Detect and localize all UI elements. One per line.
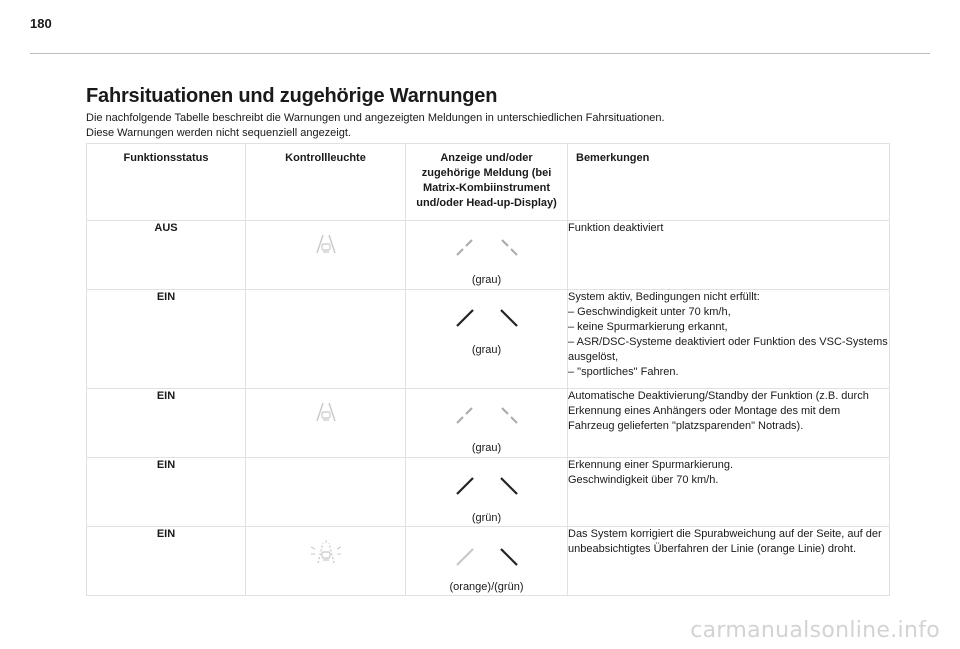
table-header-row [87, 144, 890, 221]
lamp-cell [246, 527, 406, 596]
remarks-text: Funktion deaktiviert [568, 222, 664, 234]
header-status: Funktionsstatus [87, 144, 246, 221]
status-cell: EIN [87, 458, 246, 527]
header-divider [30, 53, 930, 54]
list-item: System aktiv, Bedingungen nicht erfüllt: [568, 291, 760, 303]
display-caption: (grün) [471, 512, 502, 524]
remarks-text: Das System korrigiert die Spurabweichung auf der Seite, auf der unbeabsichtigtes Überfahren der Linie (orange Linie) droht. [568, 528, 882, 555]
section-intro [86, 111, 886, 141]
status-cell: AUS [87, 221, 246, 290]
lane-assist-warning-icon [314, 401, 338, 423]
warnings-table [86, 143, 890, 596]
display-caption: (orange)/(grün) [449, 581, 524, 593]
table-row [87, 221, 890, 290]
list-item: – ASR/DSC-Systeme deaktiviert oder Funktion des VSC-Systems ausgelöst, [568, 336, 888, 363]
remarks-cell [568, 527, 890, 596]
list-item: – "sportliches" Fahren. [568, 366, 679, 378]
remarks-text: Erkennung einer Spurmarkierung. [568, 459, 734, 471]
header-lamp: Kontrollleuchte [246, 144, 406, 221]
lane-markings-solid-icon [455, 306, 519, 328]
lamp-cell [246, 221, 406, 290]
remarks-cell [568, 458, 890, 527]
lamp-cell [246, 389, 406, 458]
page-number: 180 [30, 16, 52, 31]
lamp-cell [246, 290, 406, 389]
display-cell [406, 290, 568, 389]
header-remarks: Bemerkungen [568, 144, 890, 221]
remarks-cell [568, 221, 890, 290]
display-caption: (grau) [471, 274, 502, 286]
display-caption: (grau) [471, 442, 502, 454]
table-row [87, 389, 890, 458]
display-cell [406, 458, 568, 527]
lane-markings-solid-icon [455, 474, 519, 496]
display-caption: (grau) [471, 344, 502, 356]
list-item: – keine Spurmarkierung erkannt, [568, 321, 728, 333]
intro-line-1: Die nachfolgende Tabelle beschreibt die Warnungen und angezeigten Meldungen in unterschiedlichen Fahrsituationen. [86, 112, 665, 124]
list-item: – Geschwindigkeit unter 70 km/h, [568, 306, 731, 318]
lane-markings-mixed-icon [455, 545, 519, 567]
table-row [87, 458, 890, 527]
display-cell [406, 221, 568, 290]
display-cell [406, 389, 568, 458]
lane-assist-warning-icon [314, 233, 338, 255]
lamp-cell [246, 458, 406, 527]
status-cell: EIN [87, 290, 246, 389]
remarks-list [568, 290, 889, 380]
status-cell: EIN [87, 527, 246, 596]
remarks-cell [568, 389, 890, 458]
section-title: Fahrsituationen und zugehörige Warnungen [86, 85, 498, 107]
table-row [87, 527, 890, 596]
watermark: carmanualsonline.info [690, 618, 940, 643]
lane-assist-active-icon [309, 539, 343, 565]
status-cell: EIN [87, 389, 246, 458]
remarks-cell [568, 290, 890, 389]
remarks-text: Geschwindigkeit über 70 km/h. [568, 474, 719, 486]
intro-line-2: Diese Warnungen werden nicht sequenziell angezeigt. [86, 127, 351, 139]
header-display: Anzeige und/oder zugehörige Meldung (bei Matrix-Kombiinstrument und/oder Head-up-Display) [406, 144, 568, 221]
table-row [87, 290, 890, 389]
lane-markings-dashed-icon [455, 403, 519, 425]
display-cell [406, 527, 568, 596]
lane-markings-dashed-icon [455, 235, 519, 257]
remarks-text: Automatische Deaktivierung/Standby der Funktion (z.B. durch Erkennung eines Anhängers oder Montage des mit dem Fahrzeug gelieferten "platzsparenden" Notrads). [568, 390, 869, 432]
